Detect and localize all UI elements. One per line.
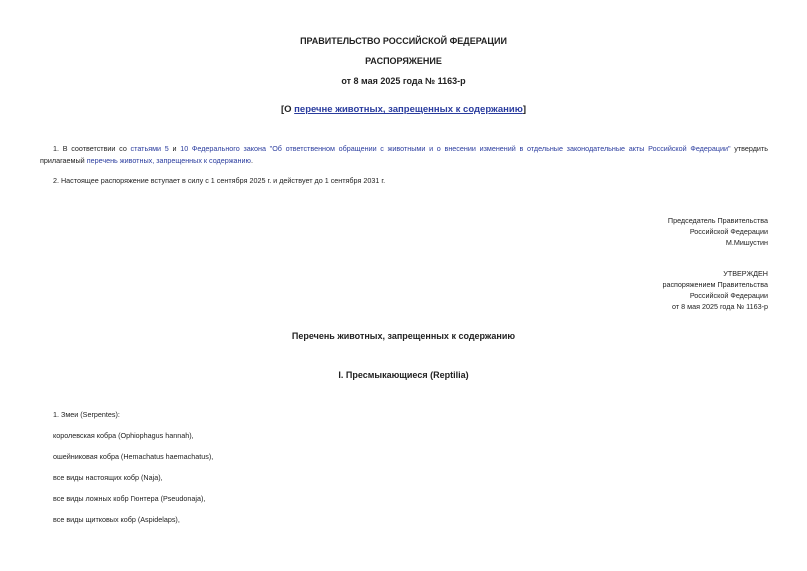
paragraph-1-mid1: и: [168, 144, 181, 153]
list-item: ошейниковая кобра (Hemachatus haemachatus),: [53, 452, 214, 461]
document-title: [0, 104, 807, 115]
list-item: все виды настоящих кобр (Naja),: [53, 473, 163, 482]
list-item: королевская кобра (Ophiophagus hannah),: [53, 431, 194, 440]
list-title: Перечень животных, запрещенных к содержанию: [291, 331, 516, 341]
link-article-5[interactable]: статьями 5: [130, 144, 169, 153]
title-bracket-close: ]: [522, 104, 527, 115]
signature-line-3: М.Мишустин: [725, 238, 768, 247]
signature-line-1: Председатель Правительства: [667, 216, 768, 225]
link-federal-law[interactable]: 10 Федерального закона "Об ответственном обращении с животными и о внесении изменений в отдельные законодательные акты Российской Федерации": [180, 144, 731, 153]
document-type: РАСПОРЯЖЕНИЕ: [365, 56, 442, 66]
approval-block: [662, 268, 768, 312]
section-heading: I. Пресмыкающиеся (Reptilia): [338, 370, 469, 380]
paragraph-1-start: 1. В соответствии со: [53, 144, 131, 153]
title-link[interactable]: перечне животных, запрещенных к содержанию: [294, 104, 523, 115]
title-bracket-open: [О: [280, 104, 295, 115]
paragraph-1-end: .: [250, 156, 253, 165]
approval-line-1: УТВЕРЖДЕН: [723, 269, 768, 278]
document-date-number: от 8 мая 2025 года № 1163-р: [341, 76, 466, 86]
link-animal-list[interactable]: перечень животных, запрещенных к содержанию: [86, 156, 251, 165]
signature-line-2: Российской Федерации: [689, 227, 768, 236]
list-item: все виды ложных кобр Гюнтера (Pseudonaja),: [53, 494, 206, 503]
list-item: все виды щитковых кобр (Aspidelaps),: [53, 515, 180, 524]
approval-line-4: от 8 мая 2025 года № 1163-р: [672, 302, 768, 311]
paragraph-1: [40, 143, 768, 167]
signature-block: [668, 215, 768, 248]
paragraph-2: 2. Настоящее распоряжение вступает в силу с 1 сентября 2025 г. и действует до 1 сентября 2031 г.: [53, 176, 386, 185]
list-item: 1. Змеи (Serpentes):: [53, 410, 120, 419]
paragraph-1-mid2: утвердить прилагаемый: [40, 144, 768, 165]
government-header: ПРАВИТЕЛЬСТВО РОССИЙСКОЙ ФЕДЕРАЦИИ: [300, 36, 507, 46]
approval-line-2: распоряжением Правительства: [662, 280, 768, 289]
approval-line-3: Российской Федерации: [689, 291, 768, 300]
